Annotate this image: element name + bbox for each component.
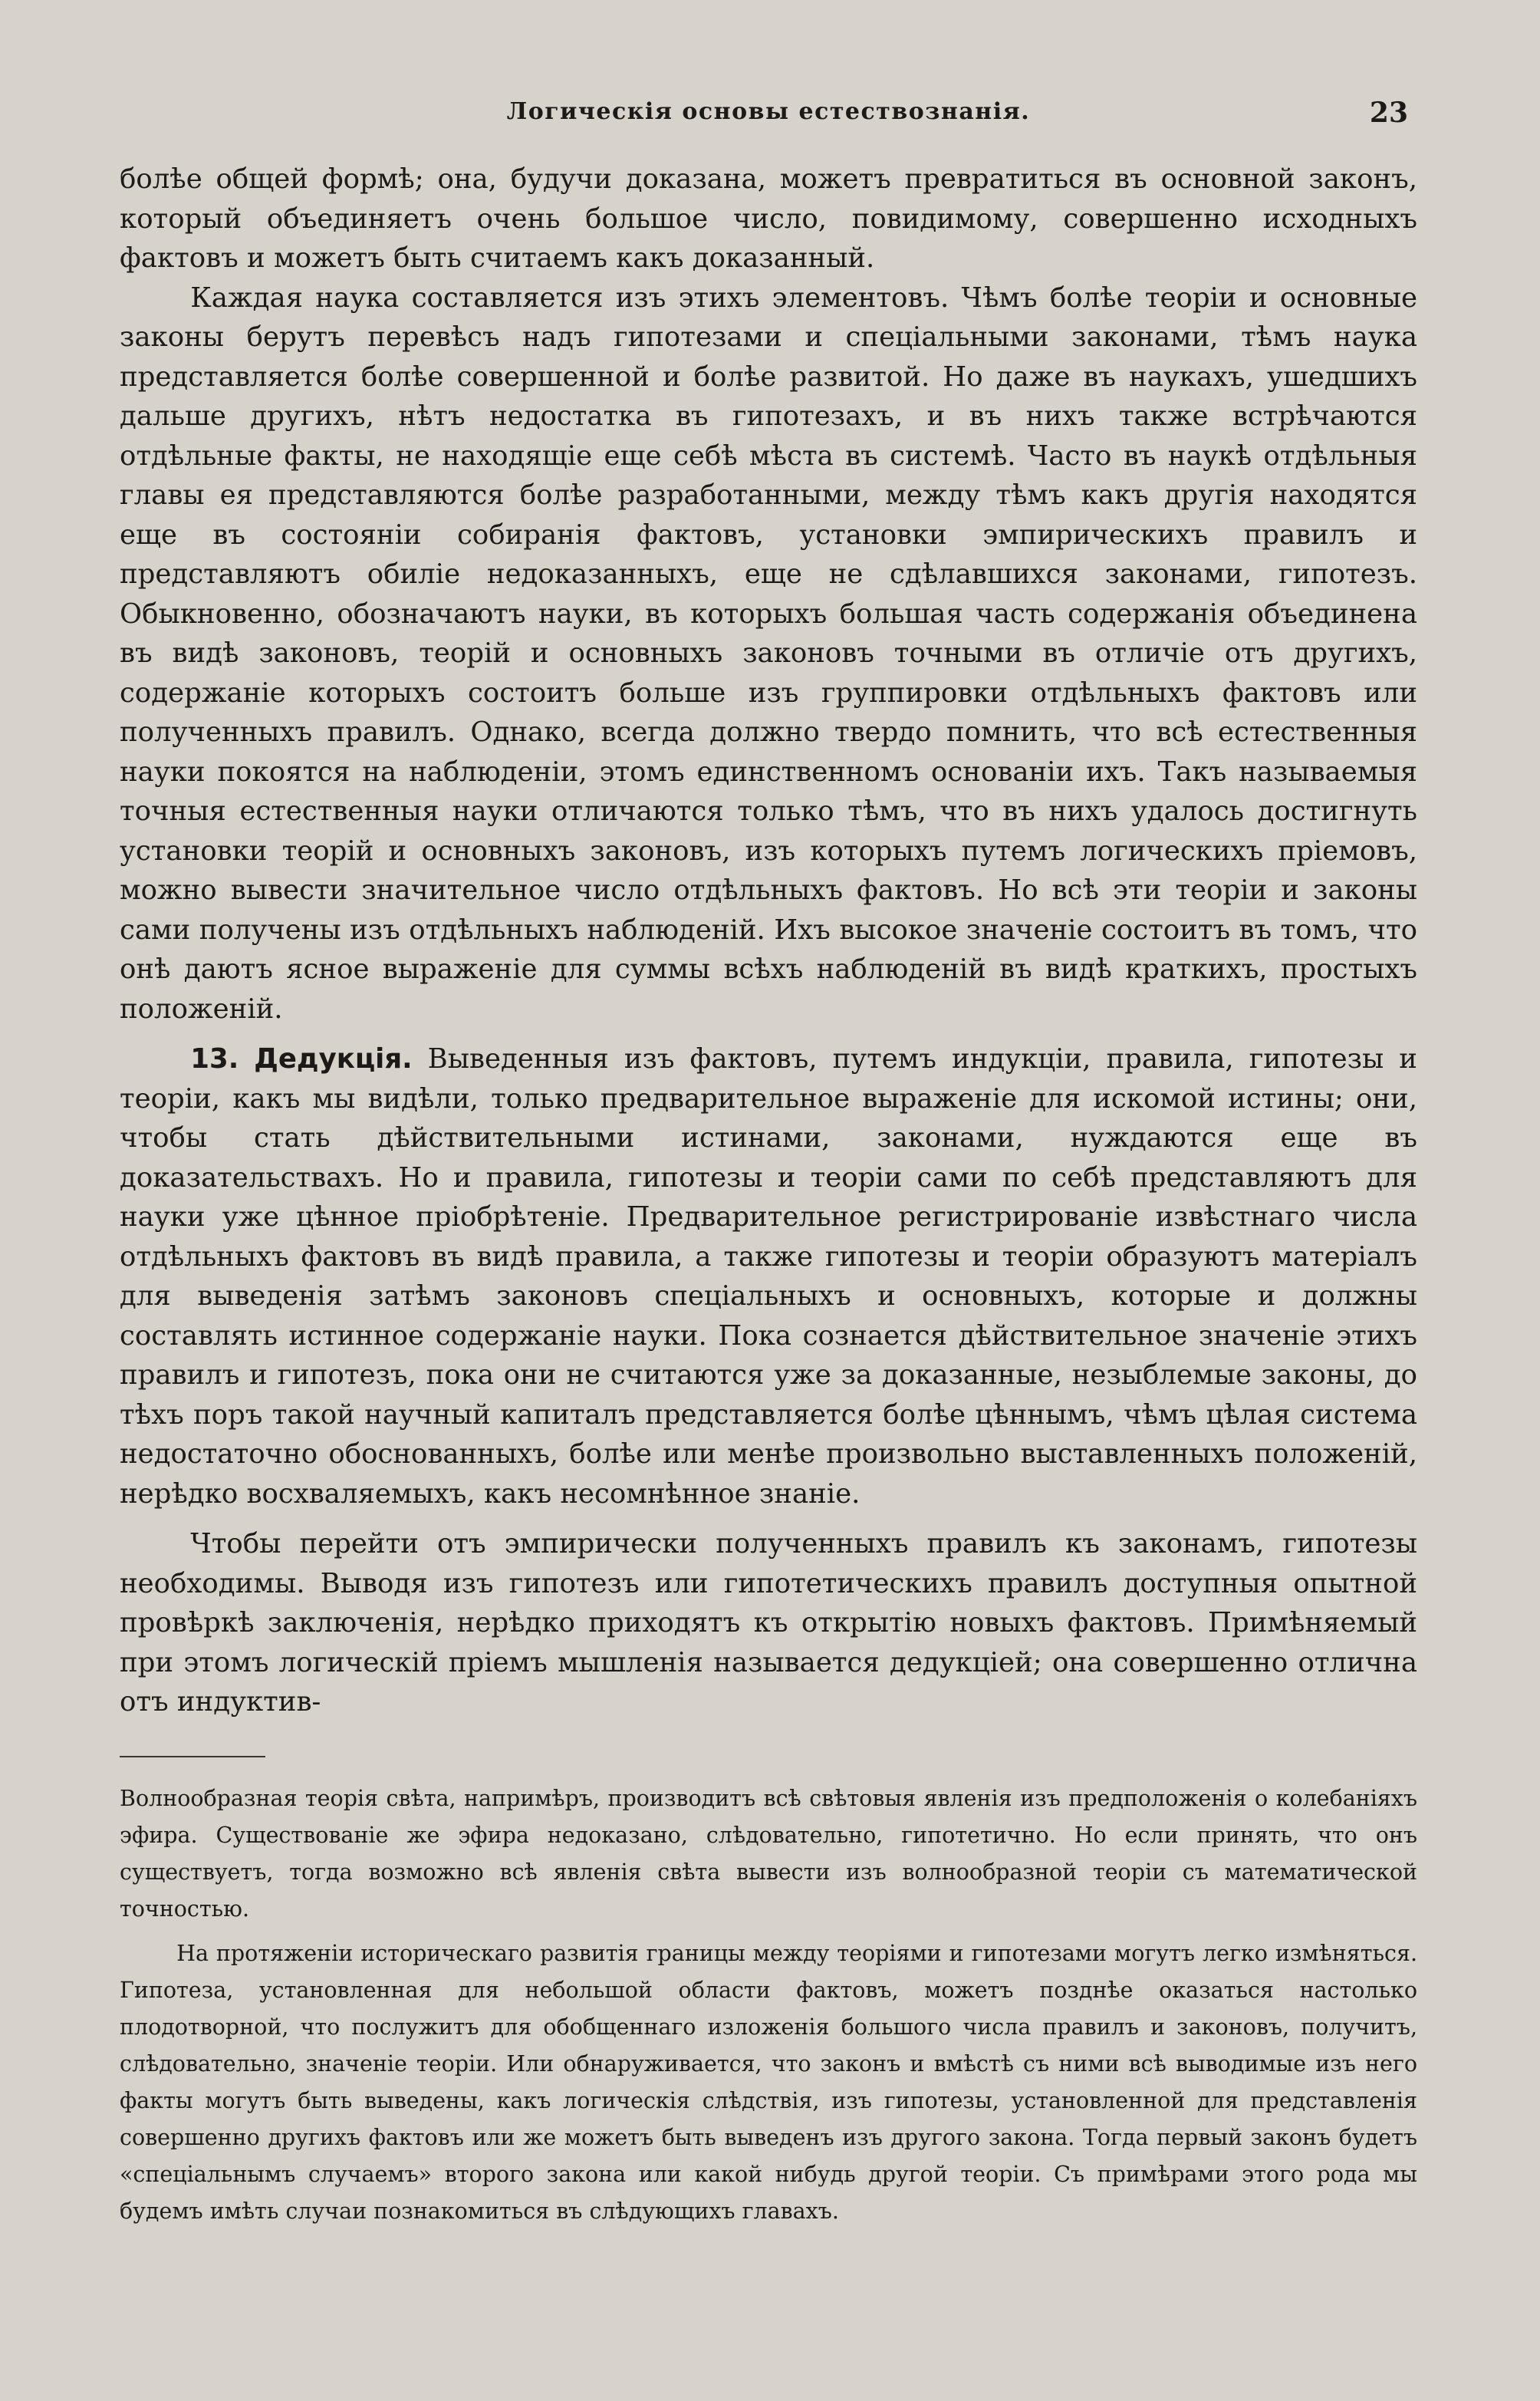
section-13 (120, 1039, 1417, 1513)
section-number: 13. (190, 1043, 239, 1075)
running-title: Логическія основы естествознанія. (506, 98, 1031, 125)
paragraph-continuation: болѣе общей формѣ; она, будучи доказана, можетъ превратиться въ основной законъ, который объединяетъ очень большое число, повидимому, совершенно исходныхъ фактовъ и можетъ быть считаемъ какъ доказанный. (120, 163, 1417, 274)
page-number: 23 (1369, 97, 1408, 129)
footnote-theories-hypotheses: На протяженіи историческаго развитія границы между теоріями и гипотезами могутъ легко измѣняться. Гипотеза, установленная для небольшой области фактовъ, можетъ позднѣе оказаться настолько плодотворной, что послужитъ для обобщеннаго изложенія большого числа правилъ и законовъ, получитъ, слѣдовательно, значеніе теоріи. Или обнаруживается, что законъ и вмѣстѣ съ ними всѣ выводимые изъ него факты могутъ быть выведены, какъ логическія слѣдствія, изъ гипотезы, установленной для представленія совершенно другихъ фактовъ или же можетъ быть выведенъ изъ другого закона. Тогда первый законъ будетъ «спеціальнымъ случаемъ» второго закона или какой нибудь другой теоріи. Съ примѣрами этого рода мы будемъ имѣть случаи познакомиться въ слѣдующихъ главахъ. (120, 1940, 1417, 2224)
paragraph-sciences: Каждая наука составляется изъ этихъ элементовъ. Чѣмъ болѣе теоріи и основные законы берутъ перевѣсъ надъ гипотезами и спеціальными законами, тѣмъ наука представляется болѣе совершенной и болѣе развитой. Но даже въ наукахъ, ушедшихъ дальше другихъ, нѣтъ недостатка въ гипотезахъ, и въ нихъ также встрѣчаются отдѣльные факты, не находящіе еще себѣ мѣста въ системѣ. Часто въ наукѣ отдѣльныя главы ея представляются болѣе разработанными, между тѣмъ какъ другія находятся еще въ состояніи собиранія фактовъ, установки эмпирическихъ правилъ и представляютъ обиліе недоказанныхъ, еще не сдѣлавшихся законами, гипотезъ. Обыкновенно, обозначаютъ науки, въ которыхъ большая часть содержанія объединена въ видѣ законовъ, теорій и основныхъ законовъ точными въ отличіе отъ другихъ, содержаніе которыхъ состоитъ больше изъ группировки отдѣльныхъ фактовъ или полученныхъ правилъ. Однако, всегда должно твердо помнить, что всѣ естественныя науки покоятся на наблюденіи, этомъ единственномъ основаніи ихъ. Такъ называемыя точныя естественныя науки отличаются только тѣмъ, что въ нихъ удалось достигнуть установки теорій и основныхъ законовъ, изъ которыхъ путемъ логическихъ пріемовъ, можно вывести значительное число отдѣльныхъ фактовъ. Но всѣ эти теоріи и законы сами получены изъ отдѣльныхъ наблюденій. Ихъ высокое значеніе состоитъ въ томъ, что онѣ даютъ ясное выраженіе для суммы всѣхъ наблюденій въ видѣ краткихъ, простыхъ положеній. (120, 282, 1417, 1025)
footnotes (120, 1780, 1417, 2230)
main-text (120, 160, 1417, 1722)
footnote-divider (120, 1756, 265, 1757)
section-13-text: Выведенныя изъ фактовъ, путемъ индукціи, правила, гипотезы и теоріи, какъ мы видѣли, только предварительное выраженіе для искомой истины; они, чтобы стать дѣйствительными истинами, законами, нуждаются еще въ доказательствахъ. Но и правила, гипотезы и теоріи сами по себѣ представляютъ для науки уже цѣнное пріобрѣтеніе. Предварительное регистрированіе извѣстнаго числа отдѣльныхъ фактовъ въ видѣ правила, а также гипотезы и теоріи образуютъ матеріалъ для выведенія затѣмъ законовъ спеціальныхъ и основныхъ, которые и должны составлять истинное содержаніе науки. Пока сознается дѣйствительное значеніе этихъ правилъ и гипотезъ, пока они не считаются уже за доказанные, незыблемые законы, до тѣхъ поръ такой научный капиталъ представляется болѣе цѣннымъ, чѣмъ цѣлая система недостаточно обоснованныхъ, болѣе или менѣе произвольно выставленныхъ положеній, нерѣдко восхваляемыхъ, какъ несомнѣнное знаніе. (120, 1043, 1417, 1510)
running-head (120, 91, 1417, 137)
section-heading: Дедукція. (254, 1043, 413, 1075)
footnote-wave-theory: Волнообразная теорія свѣта, напримѣръ, производитъ всѣ свѣтовыя явленія изъ предположенія о колебаніяхъ эфира. Существованіе же эфира недоказано, слѣдовательно, гипотетично. Но если принять, что онъ существуетъ, тогда возможно всѣ явленія свѣта вывести изъ волнообразной теоріи съ математической точностью. (120, 1785, 1417, 1922)
paragraph-deduction: Чтобы перейти отъ эмпирически полученныхъ правилъ къ законамъ, гипотезы необходимы. Выводя изъ гипотезъ или гипотетическихъ правилъ доступныя опытной провѣркѣ заключенія, нерѣдко приходятъ къ открытію новыхъ фактовъ. Примѣняемый при этомъ логическій пріемъ мышленія называется дедукціей; она совершенно отлична отъ индуктив- (120, 1528, 1417, 1718)
